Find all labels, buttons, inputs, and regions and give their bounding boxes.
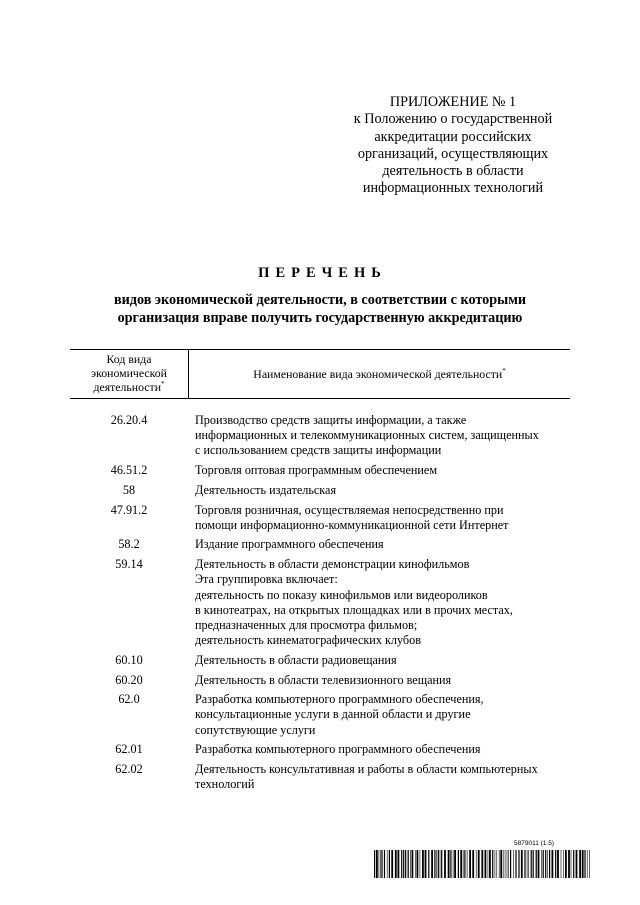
barcode-bar <box>565 850 567 878</box>
barcode-bar <box>531 850 532 878</box>
barcode-bar <box>412 850 414 878</box>
barcode-bar <box>557 850 559 878</box>
barcode-bar <box>374 850 375 878</box>
barcode-bar <box>505 850 506 878</box>
barcode-bar <box>381 850 382 878</box>
barcode-bar <box>476 850 477 878</box>
barcode-bar <box>395 850 397 878</box>
barcode-bar <box>495 850 496 878</box>
activity-name <box>188 653 570 668</box>
activity-code: 58.2 <box>118 537 140 552</box>
barcode-bar <box>552 850 554 878</box>
barcode-bar <box>425 850 427 878</box>
document-subtitle <box>0 292 640 327</box>
footnote-mark: * <box>502 367 506 376</box>
activity-code: 26.20.4 <box>110 413 148 427</box>
barcode-bar <box>380 850 381 878</box>
activity-name-line: Эта группировка включает: <box>195 572 338 587</box>
appendix-line: информационных технологий <box>362 180 544 197</box>
barcode-bar <box>438 850 439 878</box>
header-name: Наименование вида экономической деятельности* <box>253 367 506 381</box>
document-title: ПЕРЕЧЕНЬ <box>258 265 387 281</box>
activity-name-line: сопутствующие услуги <box>195 722 316 737</box>
barcode-bar <box>488 850 489 878</box>
barcode-bar <box>460 850 462 878</box>
barcode-bar <box>584 850 585 878</box>
activity-name-line: технологий <box>195 777 255 792</box>
header-code: Код вида экономической деятельности* <box>91 352 167 395</box>
barcode-bar <box>464 850 465 878</box>
table-row <box>70 537 570 552</box>
barcode-bar <box>469 850 471 878</box>
activity-name-line: деятельность кинематографических клубов <box>195 633 421 648</box>
activity-name <box>188 483 570 498</box>
activity-name <box>188 673 570 688</box>
table-header <box>70 349 570 399</box>
barcode-bar <box>453 850 454 878</box>
barcode-bar <box>463 850 464 878</box>
activity-name-line: Издание программного обеспечения <box>195 537 384 552</box>
activity-name-line: Деятельность издательская <box>195 482 337 497</box>
activity-code: 59.14 <box>115 557 143 572</box>
activity-name-line: в кинотеатрах, на открытых площадках или в прочих местах, <box>195 602 513 617</box>
activity-code: 46.51.2 <box>110 463 148 478</box>
barcode-bar <box>450 850 451 878</box>
barcode-bar <box>568 850 570 878</box>
barcode-bar <box>454 850 456 878</box>
barcode-bar <box>420 850 421 878</box>
barcode <box>374 850 592 878</box>
barcode-bar <box>503 850 504 878</box>
activity-name-line: Разработка компьютерного программного обеспечения, <box>195 692 484 707</box>
barcode-bar <box>515 850 516 878</box>
activity-name-line: Деятельность консультативная и работы в области компьютерных <box>195 762 538 777</box>
activity-name-line: помощи информационно-коммуникационной сети Интернет <box>195 517 509 532</box>
barcode-bar <box>561 850 562 878</box>
activity-name-line: Производство средств защиты информации, а также <box>195 413 467 427</box>
appendix-line: организаций, осуществляющих <box>357 145 549 162</box>
barcode-bar <box>573 850 574 878</box>
activity-name-line: с использованием средств защиты информации <box>195 443 442 458</box>
activity-name-line: Разработка компьютерного программного обеспечения <box>195 742 481 757</box>
activity-name <box>188 413 570 459</box>
barcode-bar <box>403 850 404 878</box>
barcode-bar <box>440 850 441 878</box>
activity-name <box>188 463 570 478</box>
table-row <box>70 483 570 498</box>
barcode-bar <box>549 850 550 878</box>
barcode-bar <box>538 850 540 878</box>
barcode-bar <box>545 850 546 878</box>
barcode-bar <box>543 850 544 878</box>
appendix-line: к Положению о государственной <box>353 111 553 128</box>
appendix-block <box>318 94 588 198</box>
barcode-bar <box>481 850 483 878</box>
barcode-bar <box>521 850 523 878</box>
table-row <box>70 557 570 648</box>
barcode-bar <box>589 850 590 878</box>
activity-name-line: Деятельность в области демонстрации кинофильмов <box>195 557 470 572</box>
table-row <box>70 673 570 688</box>
barcode-bar <box>492 850 493 878</box>
activity-table <box>70 349 570 792</box>
table-row <box>70 742 570 757</box>
barcode-block <box>374 840 592 880</box>
barcode-bar <box>497 850 498 878</box>
barcode-bar <box>582 850 584 878</box>
activity-code: 58 <box>122 482 136 497</box>
activity-code: 60.20 <box>115 672 143 687</box>
barcode-bar <box>541 850 542 878</box>
appendix-line: деятельность в области <box>382 163 524 180</box>
barcode-bar <box>408 850 409 878</box>
activity-name-line: консультационные услуги в данной области и другие <box>195 707 471 722</box>
activity-name-line: деятельность по показу кинофильмов или видеороликов <box>195 587 488 602</box>
activity-name <box>188 557 570 648</box>
activity-name <box>188 742 570 757</box>
barcode-bar <box>428 850 429 878</box>
subtitle-line: организация вправе получить государственную аккредитацию <box>117 309 523 326</box>
activity-name <box>188 537 570 552</box>
table-row <box>70 653 570 668</box>
activity-name-line: Торговля оптовая программным обеспечением <box>195 463 438 478</box>
barcode-bar <box>422 850 424 878</box>
appendix-line: аккредитации российских <box>374 128 532 145</box>
barcode-bar <box>579 850 581 878</box>
activity-name-line: Торговля розничная, осуществляемая непосредственно при <box>195 502 504 517</box>
barcode-bar <box>489 850 491 878</box>
barcode-bar <box>510 850 511 878</box>
table-body <box>70 413 570 797</box>
barcode-bar <box>467 850 468 878</box>
barcode-bar <box>417 850 419 878</box>
barcode-bar <box>533 850 534 878</box>
table-row <box>70 692 570 738</box>
barcode-bar <box>571 850 572 878</box>
activity-code: 60.10 <box>115 652 143 667</box>
barcode-bar <box>391 850 393 878</box>
barcode-bar <box>387 850 388 878</box>
barcode-bar <box>513 850 514 878</box>
barcode-bar <box>500 850 502 878</box>
barcode-bar <box>587 850 588 878</box>
activity-code: 62.0 <box>118 692 140 707</box>
barcode-bar <box>507 850 508 878</box>
barcode-bar <box>389 850 390 878</box>
footnote-mark: * <box>161 380 165 389</box>
activity-name-line: Деятельность в области радиовещания <box>195 652 397 667</box>
activity-code: 47.91.2 <box>110 502 148 517</box>
barcode-bar <box>478 850 480 878</box>
barcode-bar <box>518 850 519 878</box>
activity-name-line: предназначенных для просмотра фильмов; <box>195 617 418 632</box>
table-row <box>70 413 570 459</box>
barcode-bar <box>448 850 450 878</box>
activity-name <box>188 762 570 792</box>
barcode-number: 5879011 (1.5) <box>514 840 554 847</box>
barcode-bar <box>415 850 416 878</box>
barcode-bar <box>547 850 548 878</box>
activity-name <box>188 692 570 738</box>
barcode-bar <box>525 850 526 878</box>
barcode-bar <box>527 850 528 878</box>
barcode-bar <box>405 850 406 878</box>
barcode-bar <box>398 850 400 878</box>
barcode-bar <box>401 850 402 878</box>
barcode-bar <box>555 850 556 878</box>
appendix-line: ПРИЛОЖЕНИЕ № 1 <box>389 94 517 110</box>
barcode-bar <box>458 850 459 878</box>
activity-name <box>188 503 570 533</box>
barcode-bar <box>563 850 564 878</box>
barcode-bar <box>376 850 378 878</box>
barcode-bar <box>485 850 487 878</box>
barcode-bar <box>472 850 474 878</box>
activity-code: 62.02 <box>115 762 143 777</box>
activity-name-line: Деятельность в области телевизионного вещания <box>195 672 452 687</box>
activity-name-line: информационных и телекоммуникационных систем, защищенных <box>195 428 539 443</box>
barcode-bar <box>441 850 442 878</box>
barcode-bar <box>410 850 411 878</box>
table-row <box>70 762 570 792</box>
activity-code: 62.01 <box>115 742 143 757</box>
barcode-bar <box>436 850 437 878</box>
barcode-bar <box>434 850 435 878</box>
barcode-bar <box>384 850 385 878</box>
barcode-bar <box>576 850 578 878</box>
barcode-bar <box>508 850 509 878</box>
barcode-bar <box>499 850 500 878</box>
table-row <box>70 463 570 478</box>
barcode-bar <box>379 850 380 878</box>
barcode-bar <box>444 850 446 878</box>
barcode-bar <box>528 850 529 878</box>
barcode-bar <box>536 850 537 878</box>
table-row <box>70 503 570 533</box>
barcode-bar <box>524 850 525 878</box>
subtitle-line: видов экономической деятельности, в соответствии с которыми <box>113 292 527 308</box>
barcode-bar <box>431 850 433 878</box>
